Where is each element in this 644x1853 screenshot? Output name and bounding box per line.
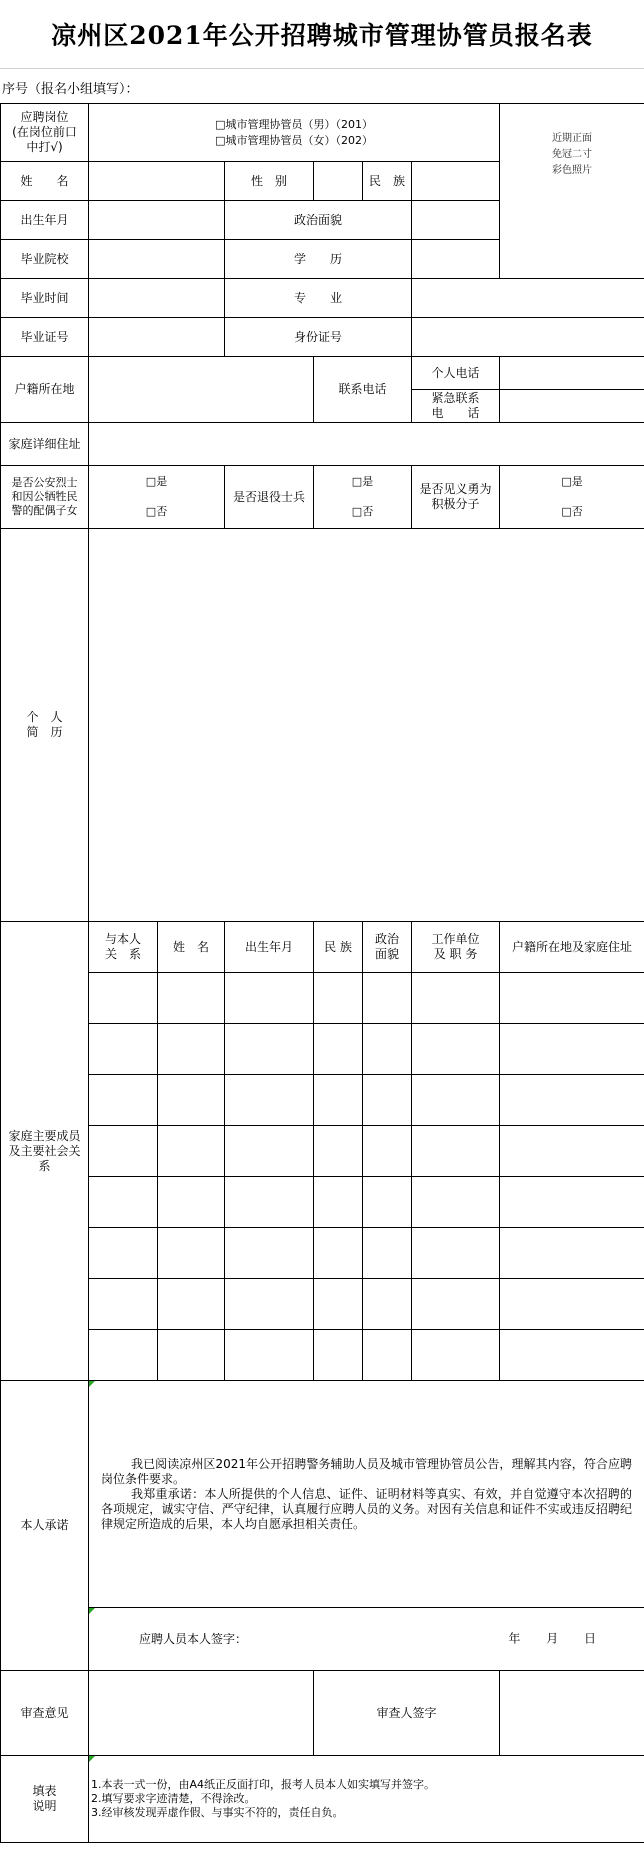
family-cell[interactable] xyxy=(158,973,225,1024)
family-row xyxy=(1,1126,644,1177)
major-field[interactable] xyxy=(412,279,644,318)
ethnicity-field[interactable] xyxy=(412,162,500,201)
pledge-label: 本人承诺 xyxy=(1,1381,89,1671)
family-cell[interactable] xyxy=(412,1024,500,1075)
family-cell[interactable] xyxy=(363,1126,412,1177)
family-cell[interactable] xyxy=(500,1330,644,1381)
school-label: 毕业院校 xyxy=(1,240,89,279)
family-cell[interactable] xyxy=(363,973,412,1024)
position-option-male[interactable]: □城市管理协管员（男）（201） xyxy=(215,117,373,131)
cell-marker xyxy=(89,1756,95,1762)
resume-field[interactable] xyxy=(89,529,644,922)
family-cell[interactable] xyxy=(363,1177,412,1228)
family-cell[interactable] xyxy=(363,1279,412,1330)
family-cell[interactable] xyxy=(225,1228,314,1279)
martyr-yes-checkbox[interactable]: □是 xyxy=(145,475,168,489)
pledge-text-block xyxy=(89,1381,644,1608)
family-cell[interactable] xyxy=(158,1024,225,1075)
family-cell[interactable] xyxy=(89,1177,158,1228)
gender-label: 性 别 xyxy=(225,162,314,201)
political-label: 政治面貌 xyxy=(225,201,412,240)
education-label: 学 历 xyxy=(225,240,412,279)
family-cell[interactable] xyxy=(314,1177,363,1228)
diploma-field[interactable] xyxy=(89,318,225,357)
family-cell[interactable] xyxy=(412,1330,500,1381)
cell-marker xyxy=(89,1381,95,1387)
family-cell[interactable] xyxy=(412,1075,500,1126)
family-cell[interactable] xyxy=(363,1075,412,1126)
family-cell[interactable] xyxy=(314,973,363,1024)
family-row xyxy=(1,973,644,1024)
family-cell[interactable] xyxy=(158,1075,225,1126)
education-field[interactable] xyxy=(412,240,500,279)
birth-field[interactable] xyxy=(89,201,225,240)
family-row xyxy=(1,1177,644,1228)
review-field[interactable] xyxy=(89,1671,314,1756)
family-cell[interactable] xyxy=(89,1279,158,1330)
family-cell[interactable] xyxy=(158,1126,225,1177)
family-cell[interactable] xyxy=(314,1126,363,1177)
note-item-3: 3.经审核发现弄虚作假、与事实不符的，责任自负。 xyxy=(91,1805,344,1819)
family-cell[interactable] xyxy=(158,1279,225,1330)
personal-phone-field[interactable] xyxy=(500,357,644,390)
family-cell[interactable] xyxy=(412,973,500,1024)
family-cell[interactable] xyxy=(89,1330,158,1381)
family-cell[interactable] xyxy=(500,1024,644,1075)
family-cell[interactable] xyxy=(500,1075,644,1126)
emergency-phone-label: 紧急联系 电 话 xyxy=(412,390,500,423)
family-cell[interactable] xyxy=(314,1228,363,1279)
veteran-options xyxy=(314,466,412,529)
veteran-yes-checkbox[interactable]: □是 xyxy=(351,475,374,489)
family-label: 家庭主要成员 及主要社会关 系 xyxy=(1,922,89,1381)
family-cell[interactable] xyxy=(412,1126,500,1177)
hukou-field[interactable] xyxy=(89,357,314,423)
family-cell[interactable] xyxy=(225,1024,314,1075)
photo-box xyxy=(500,104,644,279)
emergency-phone-field[interactable] xyxy=(500,390,644,423)
name-field[interactable] xyxy=(89,162,225,201)
notes-label: 填表 说明 xyxy=(1,1756,89,1843)
hukou-label: 户籍所在地 xyxy=(1,357,89,423)
family-cell[interactable] xyxy=(225,1330,314,1381)
family-cell[interactable] xyxy=(158,1330,225,1381)
family-cell[interactable] xyxy=(500,1126,644,1177)
family-cell[interactable] xyxy=(225,1279,314,1330)
family-cell[interactable] xyxy=(314,1075,363,1126)
id-field[interactable] xyxy=(412,318,644,357)
pledge-paragraph-2: 我郑重承诺：本人所提供的个人信息、证件、证明材料等真实、有效，并自觉遵守本次招聘的各项规定，诚实守信、严守纪律，认真履行应聘人员的义务。对因有关信息和证件不实或违反招聘纪律规定所造成的后果，本人均自愿承担相关责任。 xyxy=(101,1486,633,1531)
family-cell[interactable] xyxy=(158,1228,225,1279)
family-header-political: 政治 面貌 xyxy=(363,922,412,973)
brave-options xyxy=(500,466,644,529)
reviewer-sign-label: 审查人签字 xyxy=(314,1671,500,1756)
id-label: 身份证号 xyxy=(225,318,412,357)
name-label: 姓 名 xyxy=(1,162,89,201)
birth-label: 出生年月 xyxy=(1,201,89,240)
family-cell[interactable] xyxy=(225,973,314,1024)
contact-label: 联系电话 xyxy=(314,357,412,423)
family-header-work: 工作单位 及 职 务 xyxy=(412,922,500,973)
veteran-label: 是否退役士兵 xyxy=(225,466,314,529)
form-title-bar xyxy=(0,0,644,69)
address-label: 家庭详细住址 xyxy=(1,423,89,466)
family-cell[interactable] xyxy=(314,1279,363,1330)
family-row xyxy=(1,1330,644,1381)
registration-form xyxy=(0,103,644,1843)
family-cell[interactable] xyxy=(412,1228,500,1279)
family-cell[interactable] xyxy=(225,1126,314,1177)
family-cell[interactable] xyxy=(89,973,158,1024)
family-cell[interactable] xyxy=(158,1177,225,1228)
family-header-birth: 出生年月 xyxy=(225,922,314,973)
family-cell[interactable] xyxy=(412,1177,500,1228)
family-cell[interactable] xyxy=(314,1330,363,1381)
family-cell[interactable] xyxy=(89,1075,158,1126)
family-cell[interactable] xyxy=(225,1075,314,1126)
diploma-label: 毕业证号 xyxy=(1,318,89,357)
family-cell[interactable] xyxy=(500,1279,644,1330)
grad-time-label: 毕业时间 xyxy=(1,279,89,318)
family-header-name: 姓 名 xyxy=(158,922,225,973)
grad-time-field[interactable] xyxy=(89,279,225,318)
martyr-no-checkbox[interactable]: □否 xyxy=(145,505,168,518)
family-cell[interactable] xyxy=(363,1024,412,1075)
family-cell[interactable] xyxy=(314,1024,363,1075)
family-cell[interactable] xyxy=(500,1228,644,1279)
family-cell[interactable] xyxy=(89,1126,158,1177)
address-field[interactable] xyxy=(89,423,644,466)
note-item-2: 2.填写要求字迹清楚，不得涂改。 xyxy=(91,1792,256,1806)
serial-number-label: 序号（报名小组填写）： xyxy=(2,82,139,97)
cell-marker xyxy=(89,1608,95,1614)
brave-yes-checkbox[interactable]: □是 xyxy=(561,475,583,489)
family-row xyxy=(1,1279,644,1330)
family-cell[interactable] xyxy=(225,1177,314,1228)
ethnicity-label: 民 族 xyxy=(363,162,412,201)
brave-label: 是否见义勇为 积极分子 xyxy=(412,466,500,529)
signature-row[interactable] xyxy=(89,1608,644,1671)
family-cell[interactable] xyxy=(363,1330,412,1381)
position-label: 应聘岗位 (在岗位前口 中打√) xyxy=(1,104,89,162)
veteran-no-checkbox[interactable]: □否 xyxy=(351,505,374,518)
family-header-ethnicity: 民 族 xyxy=(314,922,363,973)
form-title: 凉州区2021年公开招聘城市管理协管员报名表 xyxy=(51,21,593,50)
family-cell[interactable] xyxy=(89,1228,158,1279)
family-row xyxy=(1,1024,644,1075)
family-cell[interactable] xyxy=(500,1177,644,1228)
family-cell[interactable] xyxy=(89,1024,158,1075)
notes-block xyxy=(89,1756,644,1843)
photo-note: 近期正面 免冠二寸 彩色照片 xyxy=(552,133,593,176)
major-label: 专 业 xyxy=(225,279,412,318)
school-field[interactable] xyxy=(89,240,225,279)
position-options xyxy=(89,104,500,162)
signature-label: 应聘人员本人签字： xyxy=(139,1631,248,1646)
review-label: 审查意见 xyxy=(1,1671,89,1756)
family-cell[interactable] xyxy=(500,973,644,1024)
pledge-paragraph-1: 我已阅读凉州区2021年公开招聘警务辅助人员及城市管理协管员公告，理解其内容，符合应聘岗位条件要求。 xyxy=(101,1456,633,1486)
reviewer-sign-field[interactable] xyxy=(500,1671,644,1756)
brave-no-checkbox[interactable]: □否 xyxy=(561,505,583,518)
martyr-label: 是否公安烈士 和因公牺牲民 警的配偶子女 xyxy=(1,466,89,529)
position-option-female[interactable]: □城市管理协管员（女）（202） xyxy=(215,133,373,147)
family-header-relation: 与本人 关 系 xyxy=(89,922,158,973)
martyr-options xyxy=(89,466,225,529)
family-header-address: 户籍所在地及家庭住址 xyxy=(500,922,644,973)
signature-date: 年 月 日 xyxy=(508,1631,597,1646)
personal-phone-label: 个人电话 xyxy=(412,357,500,390)
political-field[interactable] xyxy=(412,201,500,240)
gender-field[interactable] xyxy=(314,162,363,201)
note-item-1: 1.本表一式一份，由A4纸正反面打印，报考人员本人如实填写并签字。 xyxy=(91,1778,436,1792)
resume-label: 个 人 简 历 xyxy=(1,529,89,922)
family-row xyxy=(1,1228,644,1279)
family-row xyxy=(1,1075,644,1126)
family-cell[interactable] xyxy=(412,1279,500,1330)
family-cell[interactable] xyxy=(363,1228,412,1279)
